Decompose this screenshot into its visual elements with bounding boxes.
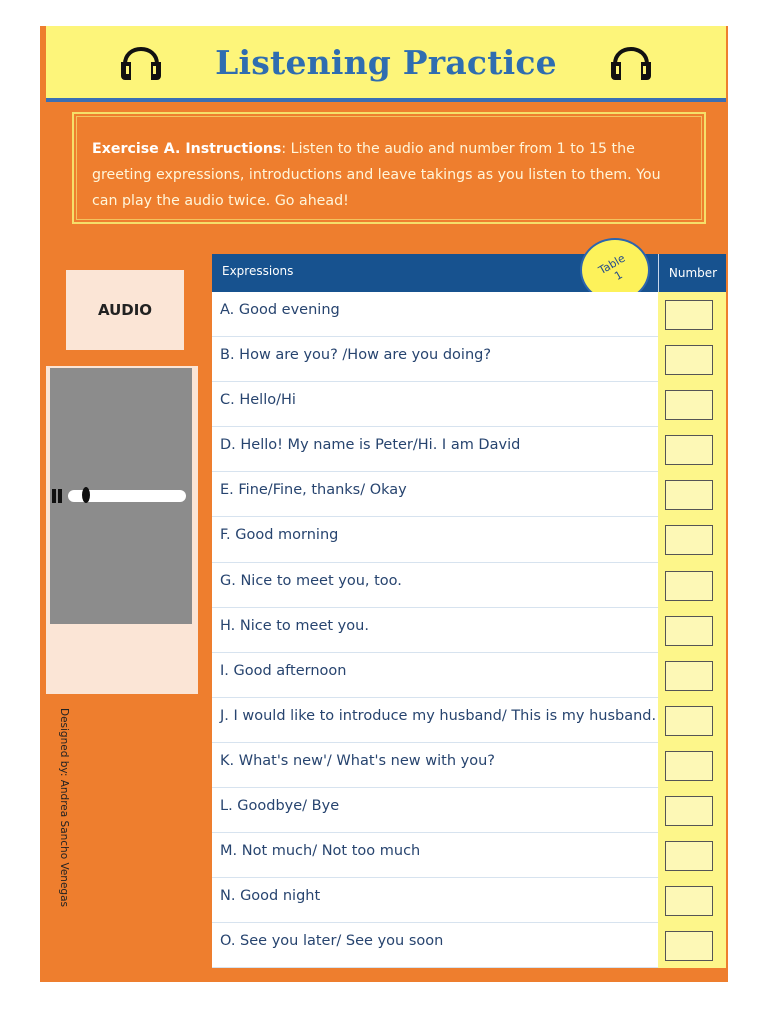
number-cell <box>658 788 726 833</box>
number-input-box[interactable] <box>665 571 713 601</box>
number-input-box[interactable] <box>665 706 713 736</box>
expression-text: C. Hello/Hi <box>212 382 658 427</box>
expression-text: M. Not much/ Not too much <box>212 833 658 878</box>
number-input-box[interactable] <box>665 300 713 330</box>
number-cell <box>658 337 726 382</box>
worksheet <box>40 26 728 982</box>
table-rows <box>212 292 726 968</box>
number-cell <box>658 563 726 608</box>
number-input-box[interactable] <box>665 616 713 646</box>
expression-text: K. What's new'/ What's new with you? <box>212 743 658 788</box>
number-cell <box>658 382 726 427</box>
number-cell <box>658 698 726 743</box>
number-cell <box>658 923 726 968</box>
table-row <box>212 608 726 653</box>
table-row <box>212 653 726 698</box>
number-input-box[interactable] <box>665 525 713 555</box>
expression-text: G. Nice to meet you, too. <box>212 563 658 608</box>
table-badge-label: Table 1 <box>596 251 628 284</box>
number-input-box[interactable] <box>665 435 713 465</box>
number-cell <box>658 292 726 337</box>
expression-text: A. Good evening <box>212 292 658 337</box>
table-row <box>212 472 726 517</box>
number-cell <box>658 472 726 517</box>
instructions-panel <box>72 112 706 224</box>
number-input-box[interactable] <box>665 931 713 961</box>
number-cell <box>658 517 726 562</box>
table-row <box>212 698 726 743</box>
number-input-box[interactable] <box>665 661 713 691</box>
audio-player <box>50 368 192 624</box>
page-title: Listening Practice <box>215 42 557 82</box>
table-row <box>212 337 726 382</box>
expressions-table <box>212 251 726 982</box>
headphones-icon <box>118 34 164 82</box>
expression-text: I. Good afternoon <box>212 653 658 698</box>
expression-text: B. How are you? /How are you doing? <box>212 337 658 382</box>
table-row <box>212 743 726 788</box>
designer-credit: Designed by: Andrea Sancho Venegas <box>58 708 70 907</box>
table-row <box>212 563 726 608</box>
number-input-box[interactable] <box>665 390 713 420</box>
expression-text: E. Fine/Fine, thanks/ Okay <box>212 472 658 517</box>
pause-button[interactable] <box>52 489 64 503</box>
table-row <box>212 923 726 968</box>
audio-label: AUDIO <box>66 270 184 350</box>
number-cell <box>658 743 726 788</box>
table-row <box>212 382 726 427</box>
expression-text: D. Hello! My name is Peter/Hi. I am David <box>212 427 658 472</box>
expression-text: L. Goodbye/ Bye <box>212 788 658 833</box>
number-cell <box>658 427 726 472</box>
exercise-label: Exercise A. Instructions <box>92 141 282 157</box>
expression-text: F. Good morning <box>212 517 658 562</box>
number-cell <box>658 878 726 923</box>
audio-player-panel <box>46 366 198 694</box>
expression-text: J. I would like to introduce my husband/ This is my husband. <box>212 698 658 743</box>
number-input-box[interactable] <box>665 480 713 510</box>
column-header-number: Number <box>658 254 727 292</box>
expression-text: H. Nice to meet you. <box>212 608 658 653</box>
instructions-text: : Listen to the audio and number from 1 to 15 the greeting expressions, introductions and leave takings as you listen to them. You can play the audio twice. Go ahead! <box>92 141 661 209</box>
number-input-box[interactable] <box>665 796 713 826</box>
table-row <box>212 427 726 472</box>
table-row <box>212 292 726 337</box>
table-row <box>212 878 726 923</box>
number-cell <box>658 608 726 653</box>
table-row <box>212 788 726 833</box>
number-cell <box>658 653 726 698</box>
number-cell <box>658 833 726 878</box>
column-header-expressions: Expressions <box>222 264 294 278</box>
headphones-icon <box>608 34 654 82</box>
number-input-box[interactable] <box>665 751 713 781</box>
number-input-box[interactable] <box>665 886 713 916</box>
audio-progress-knob[interactable] <box>82 487 90 503</box>
expression-text: N. Good night <box>212 878 658 923</box>
table-row <box>212 833 726 878</box>
number-input-box[interactable] <box>665 841 713 871</box>
expression-text: O. See you later/ See you soon <box>212 923 658 968</box>
header-banner <box>46 26 726 102</box>
number-input-box[interactable] <box>665 345 713 375</box>
table-row <box>212 517 726 562</box>
